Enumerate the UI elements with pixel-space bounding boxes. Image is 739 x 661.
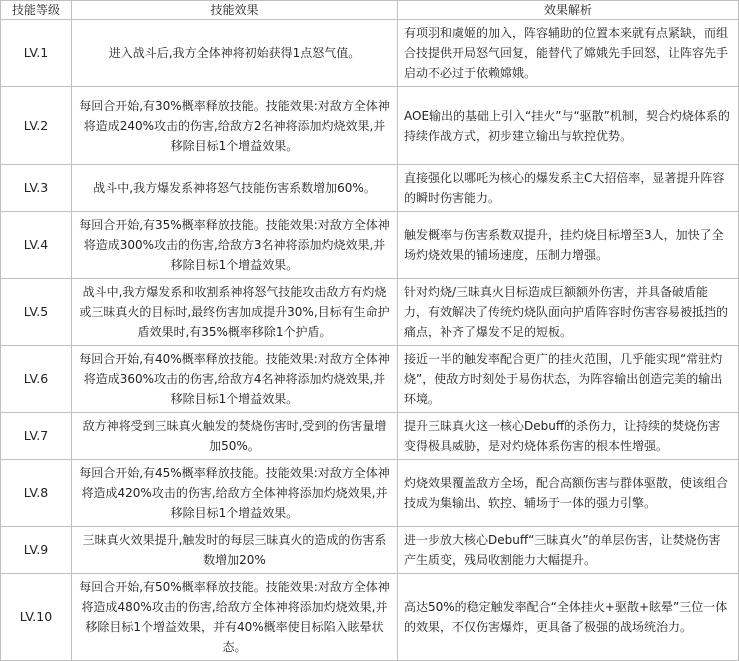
analysis-cell: 提升三昧真火这一核心Debuff的杀伤力，让持续的焚烧伤害变得极具威胁，是对灼烧体系伤害的根本性增强。	[398, 413, 739, 460]
table-row	[1, 87, 739, 165]
effect-cell: 每回合开始,有45%概率释放技能。技能效果:对敌方全体神将造成420%攻击的伤害,给敌方全体神将添加灼烧效果,并移除目标1个增益效果。	[72, 460, 398, 527]
header-skill-effect: 技能效果	[72, 1, 398, 20]
level-cell: LV.7	[1, 413, 72, 460]
table-row	[1, 279, 739, 346]
level-cell: LV.9	[1, 527, 72, 574]
analysis-cell: 灼烧效果覆盖敌方全场，配合高额伤害与群体驱散，使该组合技成为集输出、软控、辅场于一体的强力引擎。	[398, 460, 739, 527]
effect-cell: 进入战斗后,我方全体神将初始获得1点怒气值。	[72, 20, 398, 87]
effect-cell: 每回合开始,有40%概率释放技能。技能效果:对敌方全体神将造成360%攻击的伤害,给敌方4名神将添加灼烧效果,并移除目标1个增益效果。	[72, 346, 398, 413]
analysis-cell: 接近一半的触发率配合更广的挂火范围，几乎能实现“常驻灼烧”，使敌方时刻处于易伤状态，为阵容输出创造完美的输出环境。	[398, 346, 739, 413]
analysis-cell: 针对灼烧/三昧真火目标造成巨额额外伤害，并具备破盾能力，有效解决了传统灼烧队面向护盾阵容时伤害容易被抵挡的痛点，补齐了爆发不足的短板。	[398, 279, 739, 346]
level-cell: LV.8	[1, 460, 72, 527]
table-row	[1, 460, 739, 527]
effect-cell: 战斗中,我方爆发系神将怒气技能伤害系数增加60%。	[72, 165, 398, 212]
table-row	[1, 413, 739, 460]
analysis-cell: AOE输出的基础上引入“挂火”与“驱散”机制，契合灼烧体系的持续作战方式，初步建立输出与软控优势。	[398, 87, 739, 165]
table-row	[1, 212, 739, 279]
analysis-cell: 直接强化以哪吒为核心的爆发系主C大招倍率，显著提升阵容的瞬时伤害能力。	[398, 165, 739, 212]
analysis-cell: 进一步放大核心Debuff“三昧真火”的单层伤害，让焚烧伤害产生质变，残局收割能力大幅提升。	[398, 527, 739, 574]
analysis-cell: 触发概率与伤害系数双提升，挂灼烧目标增至3人，加快了全场灼烧效果的铺场速度，压制力增强。	[398, 212, 739, 279]
table-row	[1, 346, 739, 413]
level-cell: LV.1	[1, 20, 72, 87]
level-cell: LV.3	[1, 165, 72, 212]
level-cell: LV.6	[1, 346, 72, 413]
table-row	[1, 165, 739, 212]
header-effect-analysis: 效果解析	[398, 1, 739, 20]
analysis-cell: 有项羽和虞姬的加入，阵容辅助的位置本来就有点紧缺，而组合技提供开局怒气回复，能替代了嫦娥先手回怒，让阵容先手启动不必过于依赖嫦娥。	[398, 20, 739, 87]
effect-cell: 每回合开始,有30%概率释放技能。技能效果:对敌方全体神将造成240%攻击的伤害,给敌方2名神将添加灼烧效果,并移除目标1个增益效果。	[72, 87, 398, 165]
effect-cell: 三昧真火效果提升,触发时的每层三昧真火的造成的伤害系数增加20%	[72, 527, 398, 574]
table-row	[1, 527, 739, 574]
effect-cell: 每回合开始,有50%概率释放技能。技能效果:对敌方全体神将造成480%攻击的伤害,给敌方全体神将添加灼烧效果,并移除目标1个增益效果，并有40%概率使目标陷入眩晕状态。	[72, 574, 398, 661]
effect-cell: 每回合开始,有35%概率释放技能。技能效果:对敌方全体神将造成300%攻击的伤害,给敌方3名神将添加灼烧效果,并移除目标1个增益效果。	[72, 212, 398, 279]
header-skill-level: 技能等级	[1, 1, 72, 20]
level-cell: LV.10	[1, 574, 72, 661]
level-cell: LV.5	[1, 279, 72, 346]
level-cell: LV.4	[1, 212, 72, 279]
table-row	[1, 20, 739, 87]
table-row	[1, 574, 739, 661]
analysis-cell: 高达50%的稳定触发率配合“全体挂火+驱散+眩晕”三位一体的效果，不仅伤害爆炸，更具备了极强的战场统治力。	[398, 574, 739, 661]
level-cell: LV.2	[1, 87, 72, 165]
effect-cell: 敌方神将受到三昧真火触发的焚烧伤害时,受到的伤害量增加50%。	[72, 413, 398, 460]
table-header-row	[1, 1, 739, 20]
effect-cell: 战斗中,我方爆发系和收割系神将怒气技能攻击敌方有灼烧或三昧真火的目标时,最终伤害加成提升30%,目标有生命护盾效果时,有35%概率移除1个护盾。	[72, 279, 398, 346]
